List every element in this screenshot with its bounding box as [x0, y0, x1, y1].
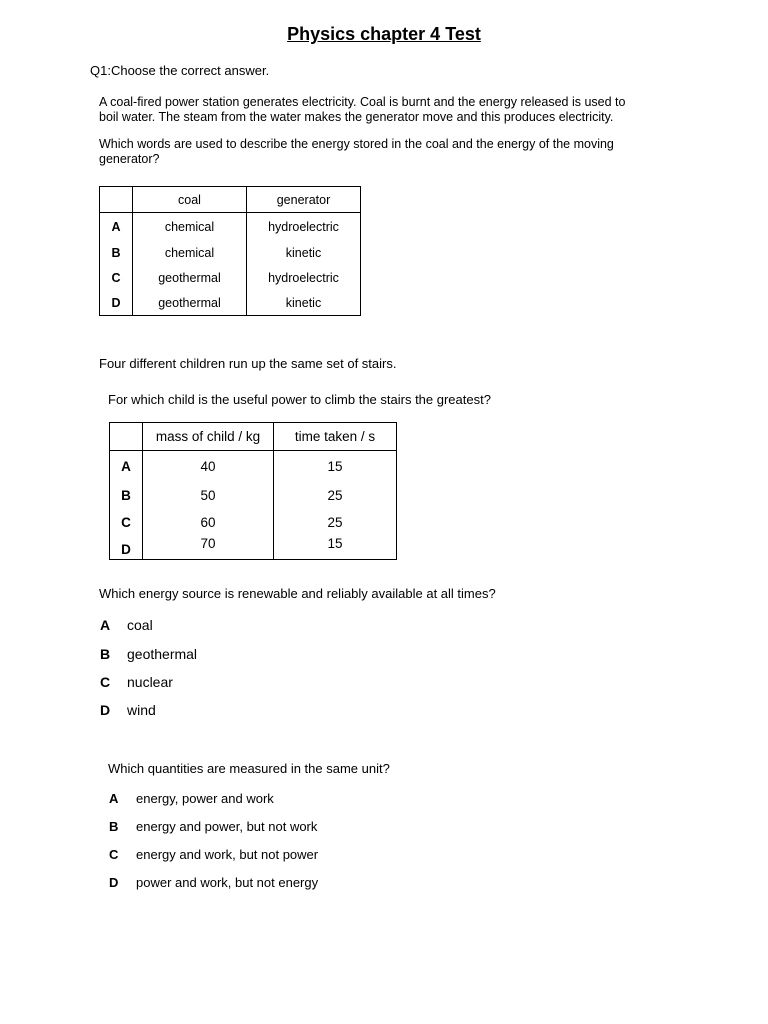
table-cell: D [110, 536, 143, 560]
table-header-cell: time taken / s [274, 423, 397, 451]
option-key: D [109, 875, 119, 890]
table-cell: chemical [133, 213, 247, 241]
q2-intro: Four different children run up the same set of stairs. [99, 356, 397, 371]
table-cell: 15 [274, 451, 397, 482]
q1-answer-table [99, 186, 361, 316]
table-header-row [110, 423, 397, 451]
table-cell: 60 [143, 509, 274, 536]
table-cell: D [100, 291, 133, 316]
option-key: C [100, 674, 111, 690]
q1-intro-line2: boil water. The steam from the water makes the generator move and this produces electricity. [99, 110, 614, 124]
table-cell: geothermal [133, 266, 247, 291]
table-row [110, 509, 397, 536]
table-cell: C [110, 509, 143, 536]
table-header-cell: mass of child / kg [143, 423, 274, 451]
table-row [100, 291, 361, 316]
option [109, 819, 317, 834]
option [100, 674, 173, 690]
table-row [110, 482, 397, 509]
table-cell: geothermal [133, 291, 247, 316]
table-cell: B [110, 482, 143, 509]
q1-question-line2: generator? [99, 152, 160, 166]
option [109, 847, 318, 862]
option-text: energy, power and work [136, 791, 274, 806]
table-cell: 70 [143, 536, 274, 560]
option-text: geothermal [127, 646, 198, 662]
option-text: nuclear [127, 674, 173, 690]
table-cell: 40 [143, 451, 274, 482]
q4-question: Which quantities are measured in the same unit? [108, 761, 390, 776]
option-text: power and work, but not energy [136, 875, 319, 890]
table-header-cell: coal [133, 187, 247, 213]
option [109, 875, 318, 890]
table-cell: 25 [274, 509, 397, 536]
table-cell: B [100, 241, 133, 266]
table-cell: chemical [133, 241, 247, 266]
option-text: wind [127, 702, 156, 718]
table-row [100, 241, 361, 266]
option-text: energy and power, but not work [136, 819, 318, 834]
option-key: A [109, 791, 119, 806]
option [100, 617, 153, 633]
q1-question-line1: Which words are used to describe the energy stored in the coal and the energy of the moving [99, 137, 614, 151]
table-cell: kinetic [247, 241, 361, 266]
table-row [110, 536, 397, 560]
table-header-cell [100, 187, 133, 213]
option-text: coal [127, 617, 153, 633]
table-header-row [100, 187, 361, 213]
table-cell: kinetic [247, 291, 361, 316]
q2-answer-table [109, 422, 397, 560]
table-header-cell [110, 423, 143, 451]
table-row [100, 266, 361, 291]
table-cell: A [100, 213, 133, 241]
q3-question: Which energy source is renewable and reliably available at all times? [99, 586, 496, 601]
table-row [110, 451, 397, 482]
q1-intro-line1: A coal-fired power station generates electricity. Coal is burnt and the energy released is used to [99, 95, 626, 109]
option [109, 791, 274, 806]
q2-question: For which child is the useful power to climb the stairs the greatest? [108, 392, 491, 407]
option-key: A [100, 617, 111, 633]
option-key: C [109, 847, 119, 862]
table-cell: A [110, 451, 143, 482]
table-cell: 25 [274, 482, 397, 509]
table-cell: 50 [143, 482, 274, 509]
table-cell: 15 [274, 536, 397, 560]
table-row [100, 213, 361, 241]
table-cell: hydroelectric [247, 266, 361, 291]
page-title: Physics chapter 4 Test [287, 24, 481, 44]
option-text: energy and work, but not power [136, 847, 319, 862]
option-key: B [100, 646, 111, 662]
option [100, 646, 197, 662]
table-header-cell: generator [247, 187, 361, 213]
q1-label: Q1:Choose the correct answer. [90, 63, 270, 78]
option-key: D [100, 702, 111, 718]
table-cell: hydroelectric [247, 213, 361, 241]
table-cell: C [100, 266, 133, 291]
option [100, 702, 156, 718]
option-key: B [109, 819, 119, 834]
